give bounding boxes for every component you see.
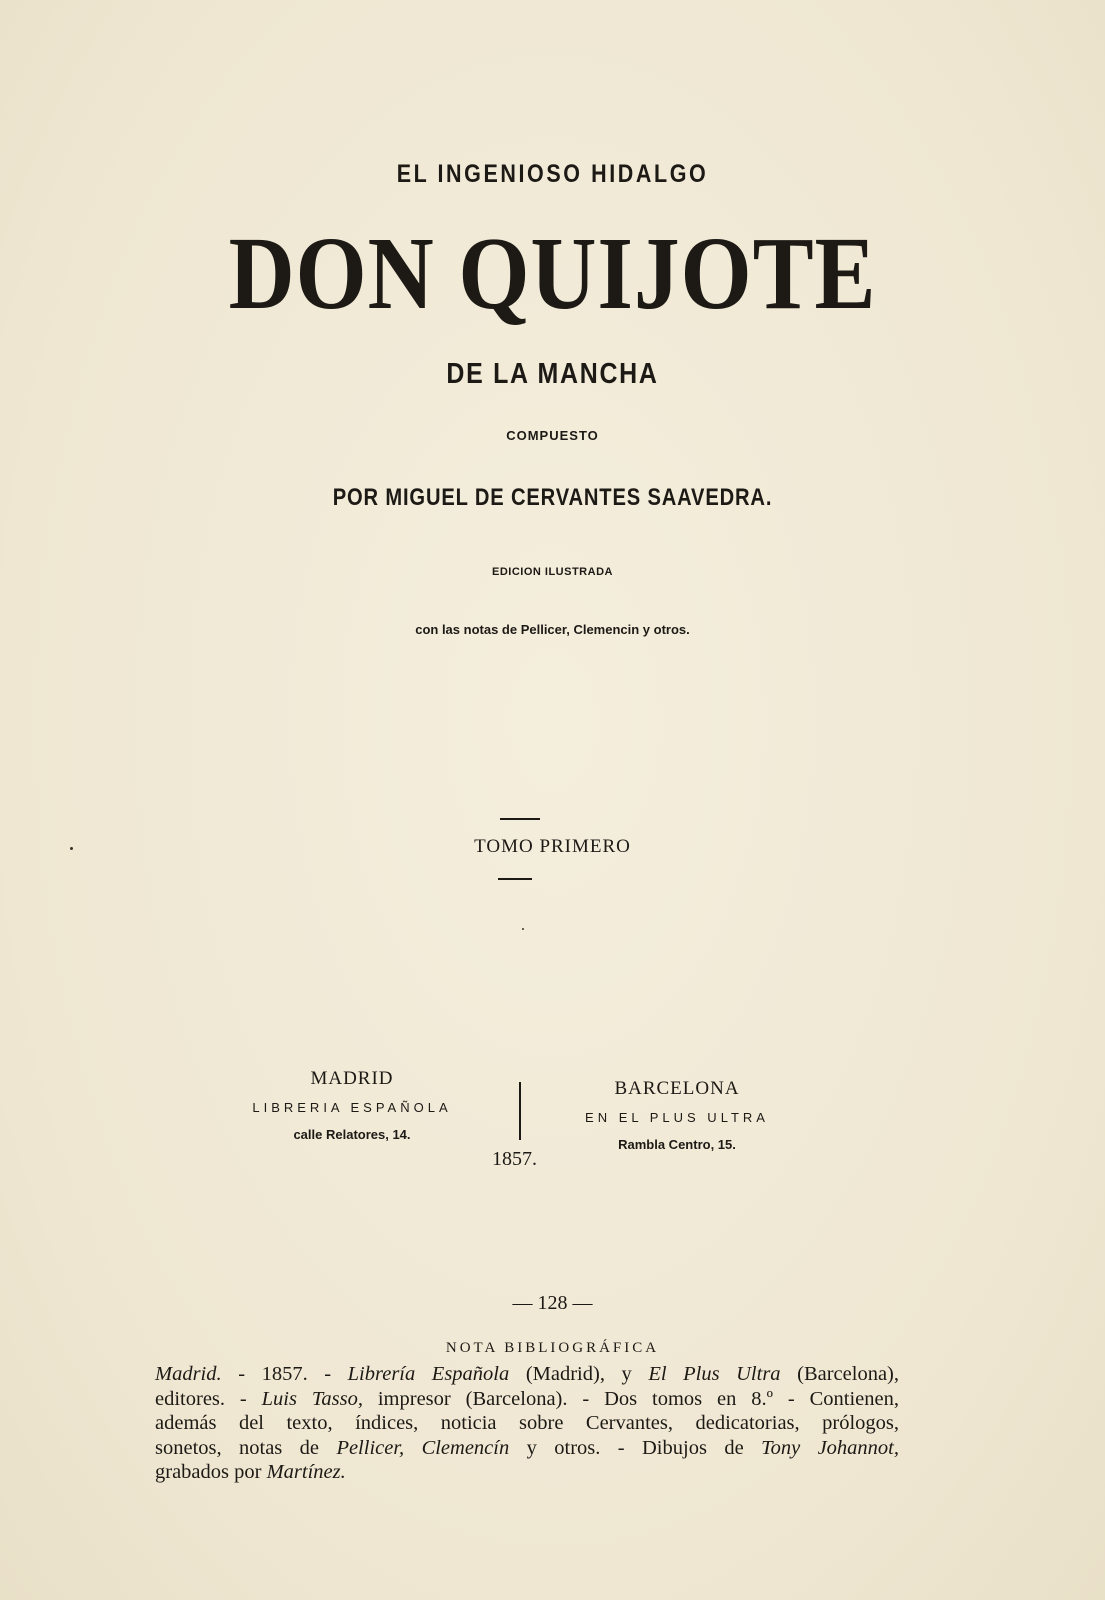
note-text-run: - 1857. - <box>221 1363 348 1385</box>
speck <box>522 928 524 930</box>
note-text-run: editores. - <box>155 1387 262 1410</box>
publication-year: 1857. <box>492 1148 537 1170</box>
volume-label: TOMO PRIMERO <box>474 836 631 857</box>
author-line: POR MIGUEL DE CERVANTES SAAVEDRA. <box>332 484 773 511</box>
note-line <box>155 1411 899 1436</box>
note-italic-run: Tony Johannot, <box>761 1436 899 1459</box>
note-text-run: y otros. - Dibujos de <box>509 1436 762 1459</box>
main-title: DON QUIJOTE <box>228 216 877 331</box>
rule-below-volume <box>498 878 532 880</box>
madrid-city: MADRID <box>310 1068 394 1089</box>
bibliographic-note <box>155 1362 899 1485</box>
madrid-address: calle Relatores, 14. <box>293 1127 411 1142</box>
imprint-divider <box>519 1082 521 1140</box>
note-line <box>155 1436 899 1461</box>
barcelona-city: BARCELONA <box>614 1078 740 1099</box>
compuesto-label: COMPUESTO <box>506 428 599 443</box>
note-italic-run: Librería Española <box>347 1363 510 1385</box>
note-text-run: grabados por <box>155 1461 267 1483</box>
barcelona-publisher: EN EL PLUS ULTRA <box>585 1110 769 1125</box>
rule-above-volume <box>500 818 540 820</box>
barcelona-address: Rambla Centro, 15. <box>618 1137 736 1152</box>
subtitle-mancha: DE LA MANCHA <box>446 358 659 390</box>
note-italic-run: Martínez. <box>266 1461 346 1483</box>
note-line <box>155 1362 899 1387</box>
note-text-run: impresor (Barcelona). - Dos tomos en 8.º - Contienen, <box>362 1387 899 1410</box>
speck <box>70 847 73 850</box>
note-italic-run: Luis Tasso, <box>261 1387 363 1410</box>
imprint-madrid <box>234 1068 470 1142</box>
note-italic-run: El Plus Ultra <box>648 1363 781 1385</box>
edition-label: EDICION ILUSTRADA <box>492 566 613 578</box>
notes-line: con las notas de Pellicer, Clemencin y otros. <box>415 622 690 637</box>
imprint-barcelona <box>560 1078 794 1152</box>
page-number: — 128 — <box>512 1292 593 1314</box>
note-text-run: (Madrid), y <box>509 1363 649 1385</box>
note-line <box>155 1387 899 1412</box>
madrid-publisher: LIBRERIA ESPAÑOLA <box>252 1100 452 1115</box>
note-heading: NOTA BIBLIOGRÁFICA <box>445 1340 660 1356</box>
note-text-run: además del texto, índices, noticia sobre Cervantes, dedicatorias, prólogos, <box>155 1412 899 1434</box>
note-italic-run: Pellicer, Clemencín <box>336 1436 510 1459</box>
note-line <box>155 1460 899 1485</box>
note-text-run: (Barcelona), <box>780 1363 899 1385</box>
note-italic-run: Madrid. <box>155 1363 222 1385</box>
note-text-run: sonetos, notas de <box>155 1436 337 1459</box>
title-line-ingenioso: EL INGENIOSO HIDALGO <box>396 160 709 188</box>
